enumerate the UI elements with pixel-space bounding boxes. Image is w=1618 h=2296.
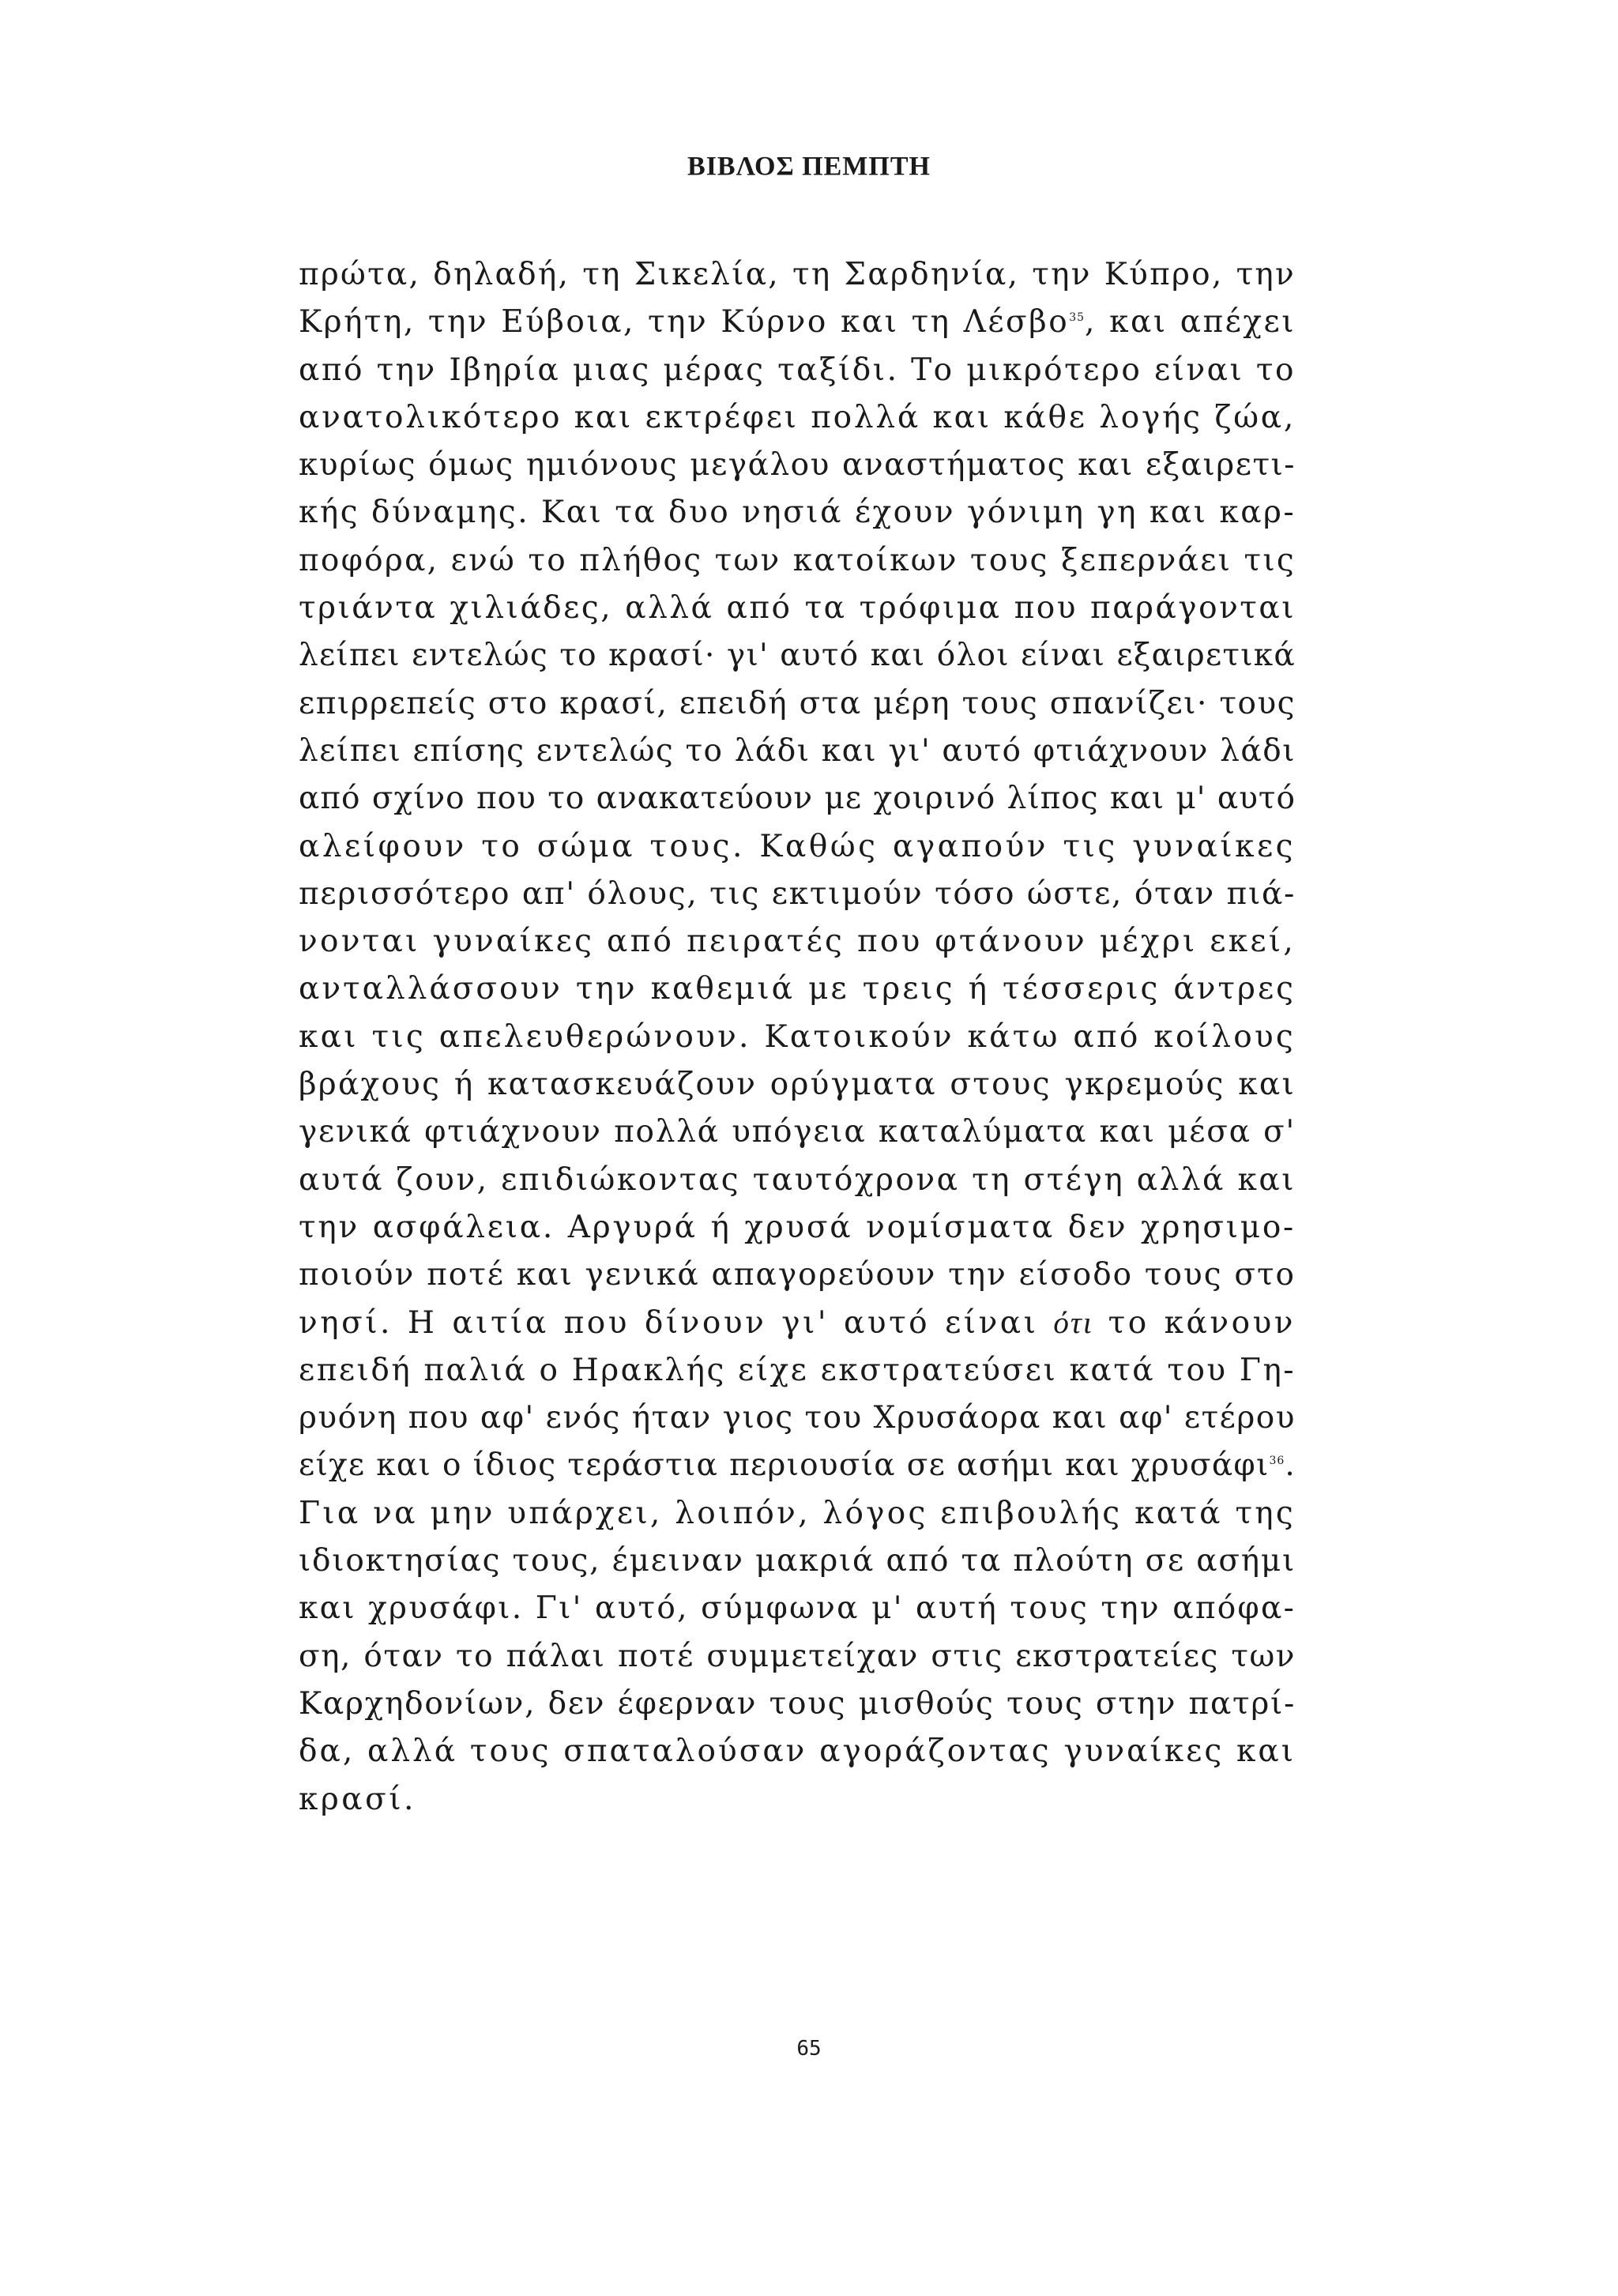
- text-line: από την Ιβηρία μιας μέρας ταξίδι. Το μικρότερο είναι το: [299, 352, 1296, 388]
- text-line: λείπει επίσης εντελώς το λάδι και γι' αυτό φτιάχνουν λάδι: [299, 732, 1296, 769]
- text-line: από σχίνο που το ανακατεύουν με χοιρινό λίπος και μ' αυτό: [299, 781, 1296, 817]
- running-header: ΒΙΒΛΟΣ ΠΕΜΠΤΗ: [687, 152, 931, 181]
- text-segment: Κρήτη, την Εύβοια, την Κύρνο και τη Λέσβο: [299, 304, 1070, 341]
- text-line: [299, 1300, 1296, 1347]
- text-line: επειδή παλιά ο Ηρακλής είχε εκστρατεύσει κατά του Γη-: [299, 1352, 1296, 1388]
- text-segment: είχε και ο ίδιος τεράστια περιουσία σε ασήμι και χρυσάφι: [299, 1447, 1270, 1484]
- text-line: ποιούν ποτέ και γενικά απαγορεύουν την είσοδο τους στο: [299, 1257, 1296, 1293]
- text-line: πρώτα, δηλαδή, τη Σικελία, τη Σαρδηνία, την Κύπρο, την: [299, 257, 1296, 292]
- text-segment: , και απέχει: [1085, 304, 1296, 341]
- text-segment: νησί. Η αιτία που δίνουν γι' αυτό είναι: [299, 1304, 1054, 1341]
- text-line: ανταλλάσσουν την καθεμιά με τρεις ή τέσσερις άντρες: [299, 971, 1296, 1007]
- text-line: ανατολικότερο και εκτρέφει πολλά και κάθε λογής ζώα,: [299, 399, 1296, 435]
- text-line: Για να μην υπάρχει, λοιπόν, λόγος επιβουλής κατά της: [299, 1495, 1296, 1531]
- text-line: λείπει εντελώς το κρασί· γι' αυτό και όλοι είναι εξαιρετικά: [299, 638, 1296, 674]
- footnote-marker: 35: [1069, 311, 1086, 325]
- text-line: Καρχηδονίων, δεν έφερναν τους μισθούς τους στην πατρί-: [299, 1685, 1296, 1722]
- text-line: τριάντα χιλιάδες, αλλά από τα τρόφιμα που παράγονται: [299, 590, 1296, 627]
- text-segment: το κάνουν: [1093, 1304, 1296, 1341]
- text-line: κυρίως όμως ημιόνους μεγάλου αναστήματος και εξαιρετι-: [299, 447, 1296, 484]
- text-line: επιρρεπείς στο κρασί, επειδή στα μέρη τους σπανίζει· τους: [299, 685, 1296, 721]
- footnote-marker: 36: [1269, 1455, 1285, 1468]
- emphasis-text: ότι: [1053, 1305, 1093, 1340]
- text-line: περισσότερο απ' όλους, τις εκτιμούν τόσο ώστε, όταν πιά-: [299, 875, 1296, 912]
- text-line: [299, 299, 1296, 346]
- text-line: ποφόρα, ενώ το πλήθος των κατοίκων τους ξεπερνάει τις: [299, 542, 1296, 578]
- text-line: ρυόνη που αφ' ενός ήταν γιος του Χρυσάορα και αφ' ετέρου: [299, 1400, 1296, 1436]
- text-line: νονται γυναίκες από πειρατές που φτάνουν μέχρι εκεί,: [299, 924, 1296, 960]
- text-line: γενικά φτιάχνουν πολλά υπόγεια καταλύματα και μέσα σ': [299, 1114, 1296, 1150]
- text-line: και τις απελευθερώνουν. Κατοικούν κάτω από κοίλους: [299, 1018, 1296, 1055]
- text-line: ιδιοκτησίας τους, έμειναν μακριά από τα πλούτη σε ασήμι: [299, 1543, 1296, 1579]
- text-line: [299, 1442, 1296, 1489]
- text-line: βράχους ή κατασκευάζουν ορύγματα στους γκρεμούς και: [299, 1067, 1296, 1103]
- page-number: 65: [796, 2037, 822, 2061]
- text-line: αυτά ζουν, επιδιώκοντας ταυτόχρονα τη στέγη αλλά και: [299, 1161, 1296, 1198]
- text-line: κρασί.: [299, 1781, 416, 1817]
- text-line: δα, αλλά τους σπαταλούσαν αγοράζοντας γυναίκες και: [299, 1733, 1296, 1770]
- text-line: ση, όταν το πάλαι ποτέ συμμετείχαν στις εκστρατείες των: [299, 1638, 1296, 1674]
- text-line: και χρυσάφι. Γι' αυτό, σύμφωνα μ' αυτή τους την απόφα-: [299, 1590, 1296, 1627]
- text-line: κής δύναμης. Και τα δυο νησιά έχουν γόνιμη γη και καρ-: [299, 495, 1296, 531]
- text-segment: .: [1285, 1447, 1296, 1484]
- text-line: αλείφουν το σώμα τους. Καθώς αγαπούν τις γυναίκες: [299, 828, 1296, 864]
- body-text: [299, 251, 1296, 1824]
- text-line: την ασφάλεια. Αργυρά ή χρυσά νομίσματα δεν χρησιμο-: [299, 1209, 1296, 1245]
